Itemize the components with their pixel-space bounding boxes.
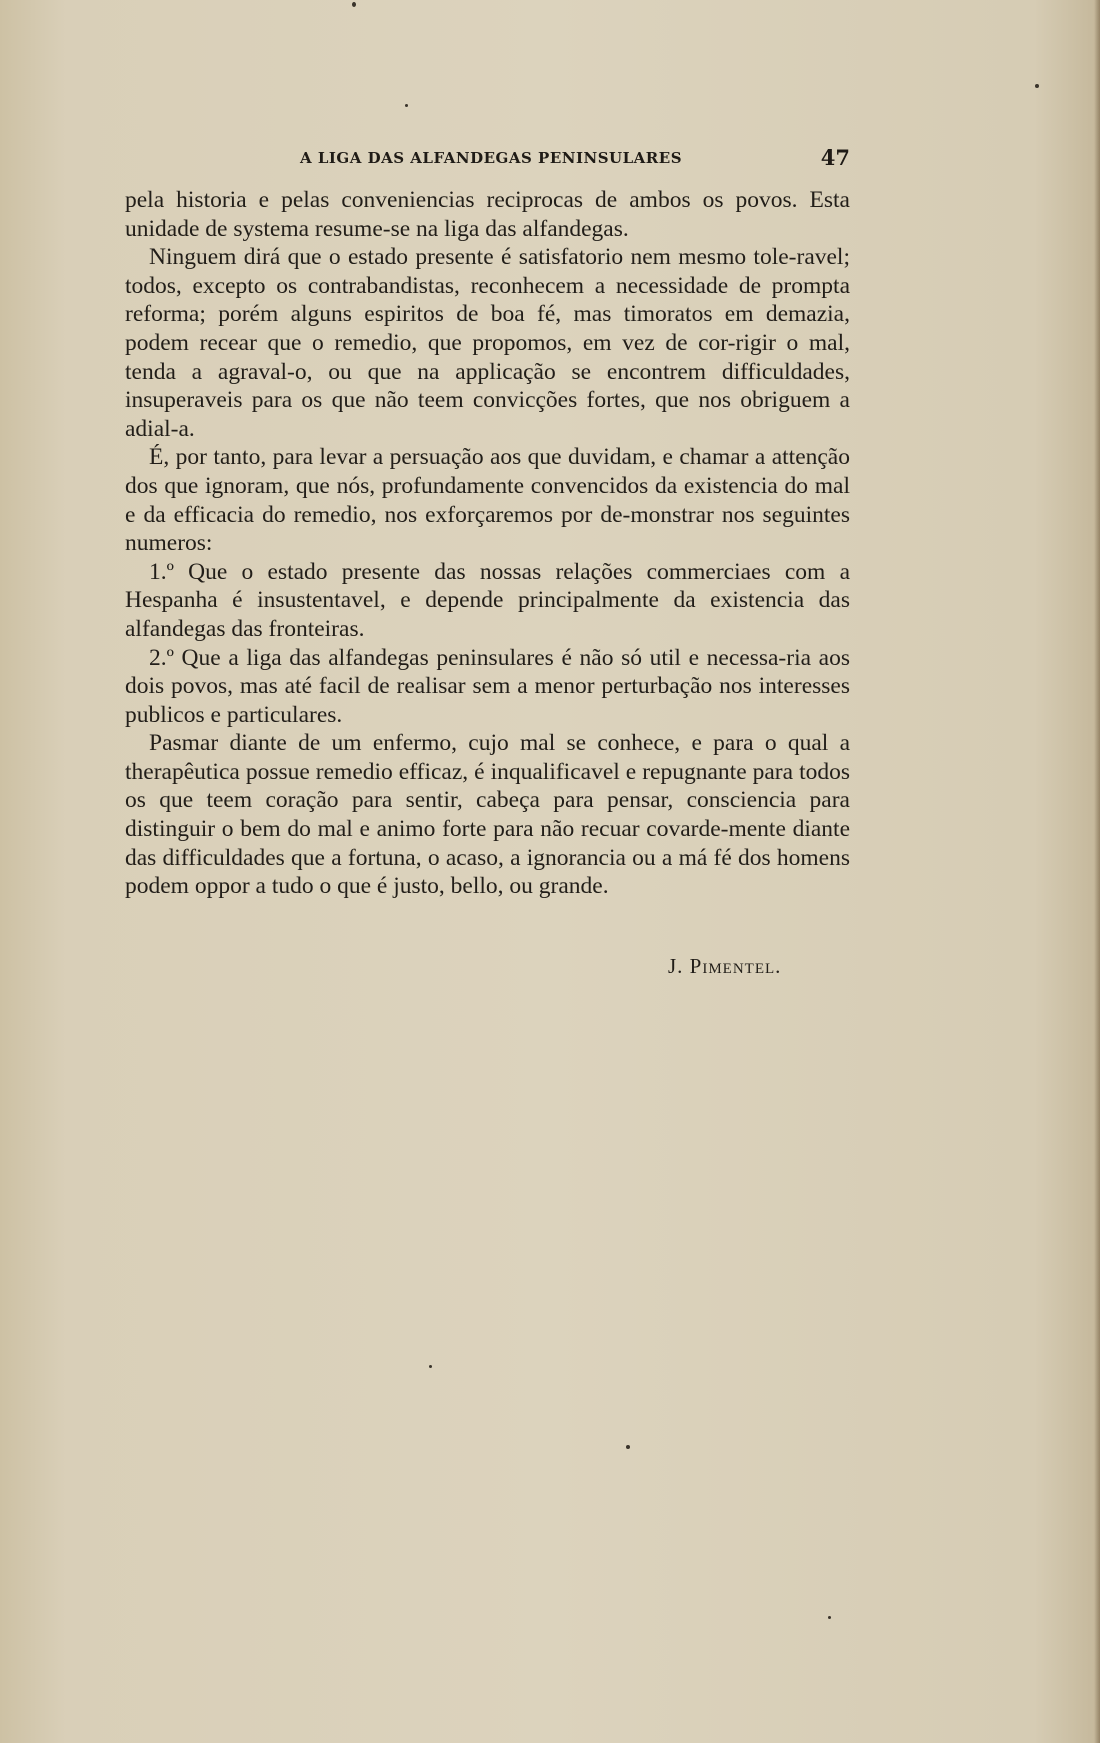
paper-speck xyxy=(1035,84,1039,88)
paragraph: 1.º Que o estado presente das nossas relações commerciaes com a Hespanha é insustentavel, e depende principalmente da existencia das alfandegas das fronteiras. xyxy=(125,558,850,642)
paper-speck xyxy=(626,1445,630,1449)
paragraph: Ninguem dirá que o estado presente é satisfatorio nem mesmo tole-ravel; todos, excepto os contrabandistas, reconhecem a necessidade de prompta reforma; porém alguns espiritos de boa fé, mas timoratos em demazia, podem recear que o remedio, que propomos, em vez de cor-rigir o mal, tenda a agraval-o, ou que na applicação se encontrem difficuldades, insuperaveis para os que não teem convicções fortes, que nos obriguem a adial-a. xyxy=(125,244,850,442)
paper-speck xyxy=(405,104,408,107)
paper-speck xyxy=(352,2,356,7)
paragraph: Pasmar diante de um enfermo, cujo mal se conhece, e para o qual a therapêutica possue remedio efficaz, é inqualificavel e repugnante para todos os que teem coração para sentir, cabeça para pensar, consciencia para distinguir o bem do mal e animo forte para não recuar covarde-mente diante das difficuldades que a fortuna, o acaso, a ignorancia ou a má fé dos homens podem oppor a tudo o que é justo, bello, ou grande. xyxy=(125,730,850,900)
paragraph: 2.º Que a liga das alfandegas peninsulares é não só util e necessa-ria aos dois povos, mas até facil de realisar sem a menor perturbação nos interesses publicos e particulares. xyxy=(125,644,850,728)
author-signature: J. Pimentel. xyxy=(668,954,782,978)
paragraph: É, por tanto, para levar a persuação aos que duvidam, e chamar a attenção dos que ignoram, que nós, profundamente convencidos da existencia do mal e da efficacia do remedio, nos exforçaremos por de-monstrar nos seguintes numeros: xyxy=(125,444,850,557)
paragraph: pela historia e pelas conveniencias reciprocas de ambos os povos. Esta unidade de systema resume-se na liga das alfandegas. xyxy=(125,187,850,242)
running-title: A LIGA DAS ALFANDEGAS PENINSULARES xyxy=(300,149,683,167)
page-number: 47 xyxy=(820,145,850,170)
body-text xyxy=(125,186,850,901)
paper-speck xyxy=(828,1616,831,1619)
running-head xyxy=(120,145,850,173)
paper-speck xyxy=(429,1365,432,1368)
page-edge-shadow xyxy=(1094,0,1100,1743)
